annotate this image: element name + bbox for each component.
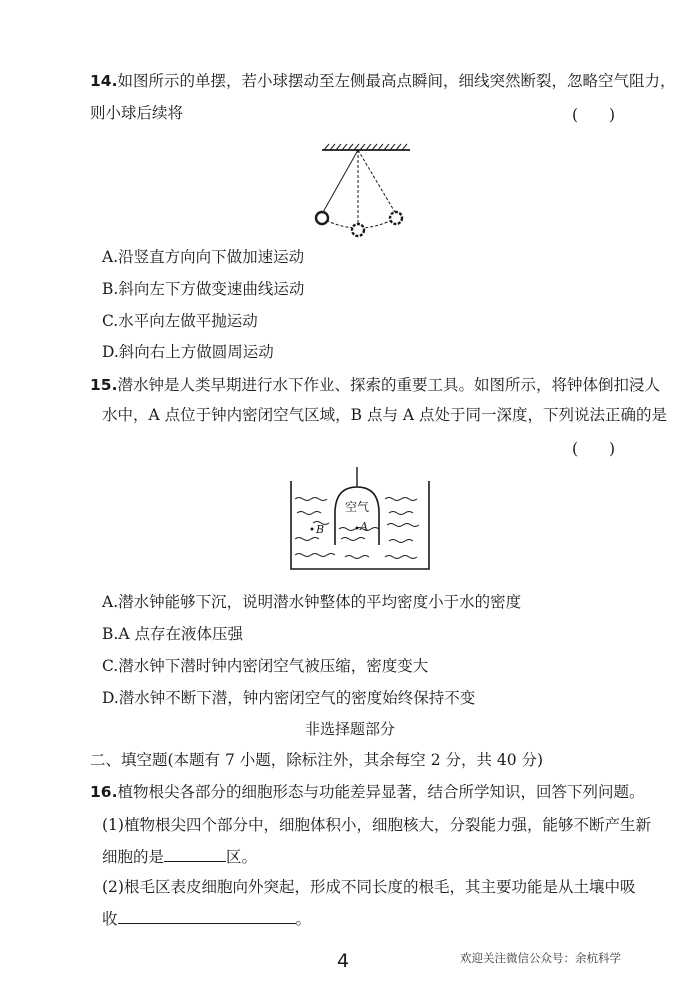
q15-option-d: D.潜水钟不断下潜，钟内密闭空气的密度始终保持不变 [102, 689, 476, 707]
q14-stem-1: 如图所示的单摆，若小球摆动至左侧最高点瞬间，细线突然断裂，忽略空气阻力， [117, 72, 676, 90]
q15-option-b: B.A 点存在液体压强 [102, 625, 243, 643]
page-number: 4 [337, 950, 350, 972]
q15-option-c: C.潜水钟下潜时钟内密闭空气被压缩，密度变大 [102, 657, 429, 675]
point-b-label: B [316, 523, 325, 536]
q14-stem-2: 则小球后续将 [90, 104, 184, 122]
q14-option-a: A.沿竖直方向向下做加速运动 [102, 248, 305, 266]
q15-stem-1: 潜水钟是人类早期进行水下作业、探索的重要工具。如图所示，将钟体倒扣浸人 [117, 376, 660, 394]
point-a-label: A [360, 520, 368, 533]
q15-number: 15. [90, 376, 118, 394]
q14-option-b: B.斜向左下方做变速曲线运动 [102, 280, 305, 298]
q15-option-a: A.潜水钟能够下沉，说明潜水钟整体的平均密度小于水的密度 [102, 593, 522, 611]
q14-option-c: C.水平向左做平抛运动 [102, 312, 258, 330]
q15-line1 [90, 375, 660, 395]
q16-sub2-pre: 收 [102, 910, 118, 928]
section-title: 非选择题部分 [304, 720, 395, 738]
q16-sub1-blank[interactable] [164, 845, 226, 862]
part2-heading: 二、填空题(本题有 7 小题，除标注外，其余每空 2 分，共 40 分) [90, 751, 544, 769]
q15-answer-paren: ( ) [572, 440, 616, 458]
pendulum-figure [310, 140, 420, 245]
q16-stem: 植物根尖各部分的细胞形态与功能差异显著，结合所学知识，回答下列问题。 [117, 783, 645, 801]
q16-sub2-line1: (2)根毛区表皮细胞向外突起，形成不同长度的根毛，其主要功能是从土壤中吸 [102, 878, 636, 896]
q16-sub2-post: 。 [295, 910, 312, 928]
q16-number: 16. [90, 783, 118, 801]
q16-sub1-line1: (1)植物根尖四个部分中，细胞体积小，细胞核大，分裂能力强，能够不断产生新 [102, 816, 651, 834]
q16-sub1-line2 [102, 845, 257, 867]
q16-sub2-blank[interactable] [118, 907, 296, 924]
footer-note: 欢迎关注微信公众号：余杭科学 [460, 951, 621, 965]
q16-sub1-post: 区。 [226, 848, 258, 866]
q14-answer-paren: ( ) [572, 106, 616, 124]
q14-option-d: D.斜向右上方做圆周运动 [102, 343, 274, 361]
q16-sub2-line2 [102, 907, 311, 929]
air-label: 空气 [345, 500, 370, 514]
q14-line1 [90, 71, 675, 91]
q14-number: 14. [90, 72, 118, 90]
q16-line1 [90, 782, 644, 802]
q16-sub1-pre: 细胞的是 [102, 848, 165, 866]
q15-stem-2: 水中，A 点位于钟内密闭空气区域，B 点与 A 点处于同一深度，下列说法正确的是 [102, 406, 667, 424]
diving-bell-figure [285, 465, 435, 575]
